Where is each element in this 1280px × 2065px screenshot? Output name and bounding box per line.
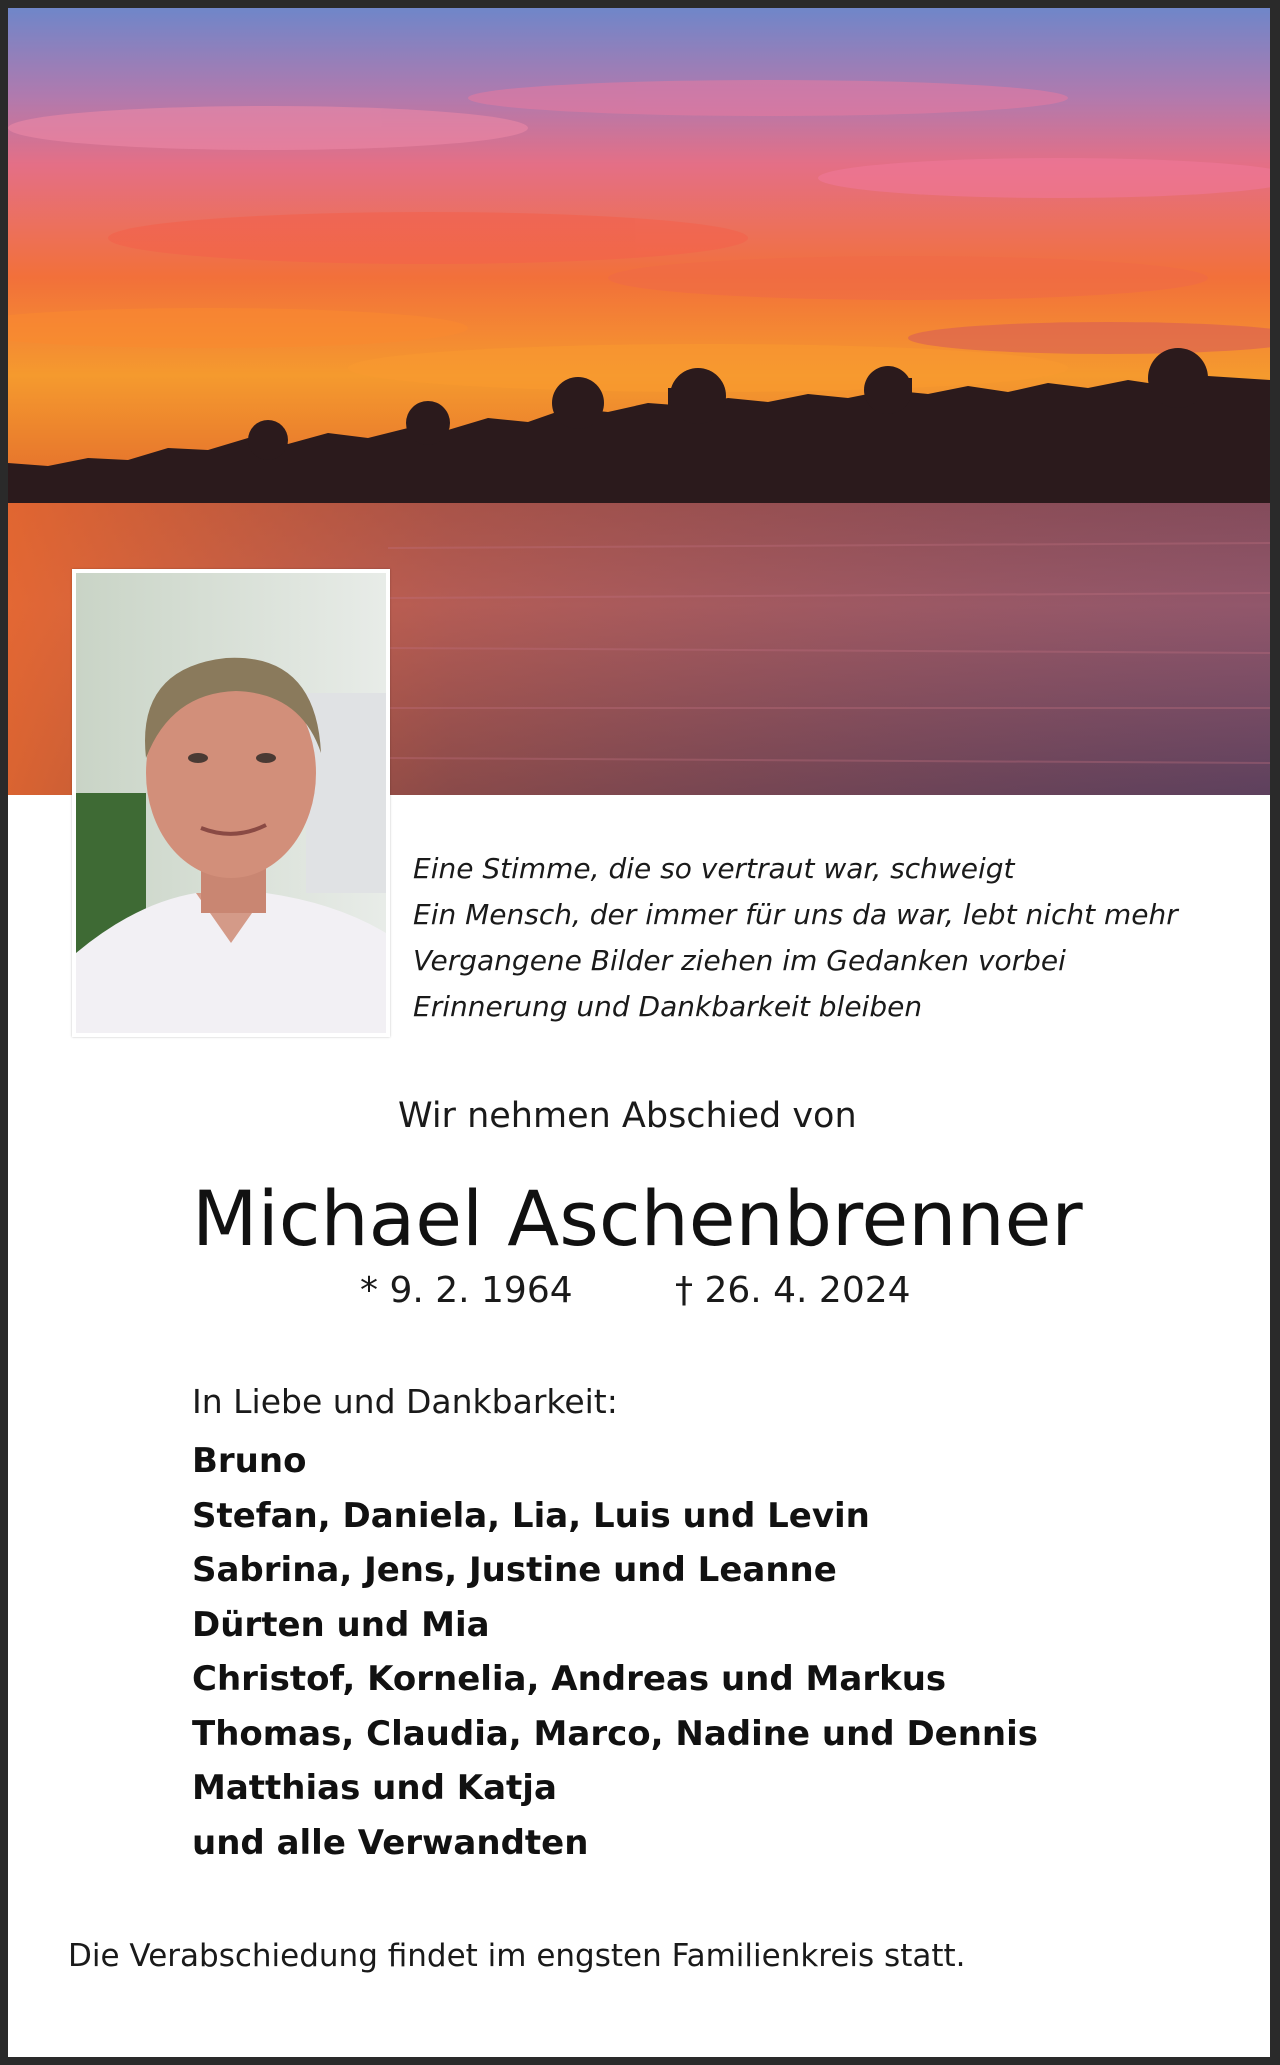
mourner-line: Sabrina, Jens, Justine und Leanne <box>192 1550 837 1590</box>
mourner-line: und alle Verwandten <box>192 1822 589 1863</box>
memorial-poem <box>413 846 1253 1030</box>
death-date: † 26. 4. 2024 <box>675 1270 911 1311</box>
poem-line: Eine Stimme, die so vertraut war, schweigt <box>413 852 1015 885</box>
signoff-intro: In Liebe und Dankbarkeit: <box>192 1382 618 1421</box>
mourner-line: Christof, Kornelia, Andreas und Markus <box>192 1659 947 1699</box>
obituary-card <box>8 8 1270 2057</box>
mourner-line: Matthias und Katja <box>192 1768 557 1808</box>
portrait-photo <box>72 569 390 1037</box>
mourner-line: Stefan, Daniela, Lia, Luis und Levin <box>192 1495 870 1536</box>
mourner-line: Thomas, Claudia, Marco, Nadine und Dennis <box>192 1713 1039 1754</box>
poem-line: Erinnerung und Dankbarkeit bleiben <box>413 990 923 1023</box>
deceased-name: Michael Aschenbrenner <box>192 1174 1083 1263</box>
mourners-list <box>192 1434 1038 1870</box>
birth-date: * 9. 2. 1964 <box>360 1270 573 1311</box>
mourner-line: Dürten und Mia <box>192 1604 490 1645</box>
funeral-note: Die Verabschiedung findet im engsten Familienkreis statt. <box>68 1938 966 1974</box>
mourner-line: Bruno <box>192 1441 307 1481</box>
poem-line: Vergangene Bilder ziehen im Gedanken vorbei <box>413 944 1066 977</box>
farewell-intro: Wir nehmen Abschied von <box>398 1096 857 1136</box>
poem-line: Ein Mensch, der immer für uns da war, lebt nicht mehr <box>413 898 1178 931</box>
